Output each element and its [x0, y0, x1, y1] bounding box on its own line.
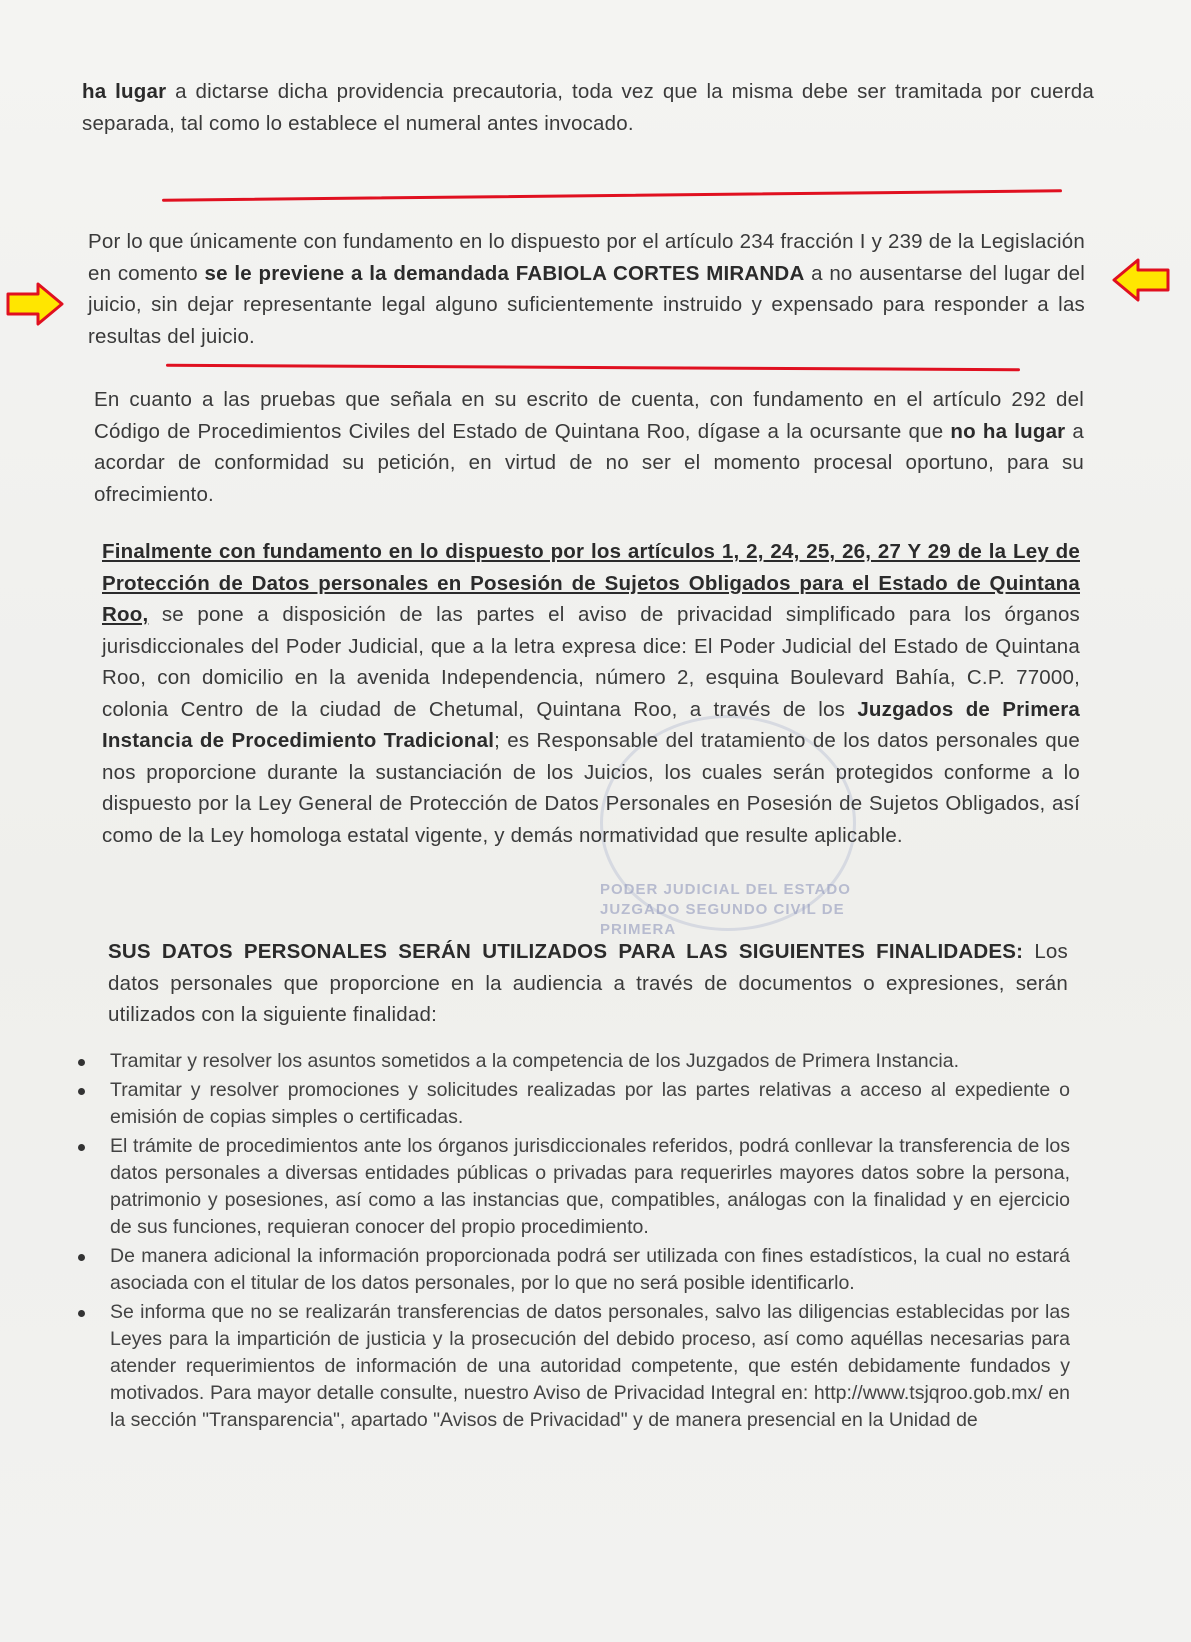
list-item: Se informa que no se realizarán transferencias de datos personales, salvo las diligencias establecidas por las Leyes para la impartición de justicia y la prosecución del debido proceso, así como aquéllas necesarias para atender requerimientos de información de una autoridad competente, que estén debidamente fundados y motivados. Para mayor detalle consulte, nuestro Aviso de Privacidad Integral en: http://www.tsjqroo.gob.mx/ en la sección "Transparencia", apartado "Avisos de Privacidad" y de manera presencial en la Unidad de: [78, 1299, 1070, 1434]
bullet-icon: [78, 1059, 85, 1066]
paragraph-2-text-2: a no ausentarse del lugar del juicio, sin dejar representante legal alguno suficientemente instruido y expensado para responder a las resultas del juicio.: [88, 261, 1085, 348]
stamp-line-2: JUZGADO SEGUNDO CIVIL DE PRIMERA: [600, 901, 845, 938]
paragraph-1-bold: ha lugar: [82, 80, 167, 103]
paragraph-4-text-2: ; es Responsable del tratamiento de los datos personales que nos proporcione durante la sustanciación de los Juicios, los cuales serán protegidos conforme a lo dispuesto por la Ley General de Protección de Datos Personales en Posesión de Sujetos Obligados, así como de la Ley homologa estatal vigente, y demás normatividad que resulte aplicable.: [102, 729, 1081, 847]
bullet-icon: [78, 1144, 85, 1151]
yellow-arrow-left-icon: [1110, 256, 1172, 304]
bullet-icon: [78, 1310, 85, 1317]
paragraph-4-text-1: se pone a disposición de las partes el aviso de privacidad simplificado para los órganos jurisdiccionales del Poder Judicial, que a la letra expresa dice: El Poder Judicial del Estado de Quintana Roo, con domicilio en la avenida Independencia, número 2, esquina Boulevard Bahía, C.P. 77000, colonia Centro de la ciudad de Chetumal, Quintana Roo, a través de los: [102, 603, 1080, 721]
bullet-icon: [78, 1088, 85, 1095]
list-item: Tramitar y resolver los asuntos sometidos a la competencia de los Juzgados de Primera Instancia.: [78, 1048, 1070, 1075]
paragraph-2-bold: se le previene a la demandada FABIOLA CORTES MIRANDA: [204, 261, 805, 285]
paragraph-3-text-2: a acordar de conformidad su petición, en virtud de no ser el momento procesal oportuno, para su ofrecimiento.: [94, 419, 1085, 506]
red-annotation-line-top: [162, 189, 1062, 201]
paragraph-4-underlined: Finalmente con fundamento en lo dispuesto por los artículos 1, 2, 24, 25, 26, 27 Y 29 de la Ley de Protección de Datos personales en Posesión de Sujetos Obligados para el Estado de Quintana Roo,: [102, 540, 1080, 626]
paragraph-1-text: a dictarse dicha providencia precautoria, toda vez que la misma debe ser tramitada por cuerda separada, tal como lo establece el numeral antes invocado.: [82, 80, 1094, 135]
paragraph-3-text-1: En cuanto a las pruebas que señala en su escrito de cuenta, con fundamento en el artículo 292 del Código de Procedimientos Civiles del Estado de Quintana Roo, dígase a la ocursante que: [94, 388, 1084, 443]
paragraph-1: [82, 76, 1094, 139]
list-item: De manera adicional la información proporcionada podrá ser utilizada con fines estadísticos, la cual no estará asociada con el titular de los datos personales, por lo que no será posible identificarlo.: [78, 1243, 1070, 1297]
paragraph-4-bold: Juzgados de Primera Instancia de Procedimiento Tradicional: [102, 697, 1081, 752]
list-item: El trámite de procedimientos ante los órganos jurisdiccionales referidos, podrá conllevar la transferencia de los datos personales a diversas entidades públicas o privadas para requerirles mayores datos sobre la persona, patrimonio y posesiones, así como a las instancias que, compatibles, análogas con la finalidad y en ejercicio de sus funciones, requieran conocer del propio procedimiento.: [78, 1133, 1070, 1241]
stamp-line-1: PODER JUDICIAL DEL ESTADO: [600, 881, 851, 898]
red-annotation-line-bottom: [166, 364, 1020, 371]
paragraph-5: [108, 936, 1068, 1031]
paragraph-4: [102, 536, 1080, 851]
paragraph-3-bold: no ha lugar: [950, 419, 1066, 443]
list-item: Tramitar y resolver promociones y solicitudes realizadas por las partes relativas a acceso al expediente o emisión de copias simples o certificadas.: [78, 1077, 1070, 1131]
paragraph-2-text-1: Por lo que únicamente con fundamento en lo dispuesto por el artículo 234 fracción I y 239 de la Legislación en comento: [88, 230, 1085, 285]
yellow-arrow-right-icon: [4, 280, 66, 328]
bullet-icon: [78, 1254, 85, 1261]
paragraph-3: [94, 384, 1084, 510]
paragraph-2: [88, 226, 1085, 352]
paragraph-5-bold: SUS DATOS PERSONALES SERÁN UTILIZADOS PARA LAS SIGUIENTES FINALIDADES:: [108, 940, 1024, 963]
finalidades-list: [78, 1048, 1070, 1436]
paragraph-5-text: Los datos personales que proporcione en la audiencia a través de documentos o expresiones, serán utilizados con la siguiente finalidad:: [108, 940, 1068, 1026]
